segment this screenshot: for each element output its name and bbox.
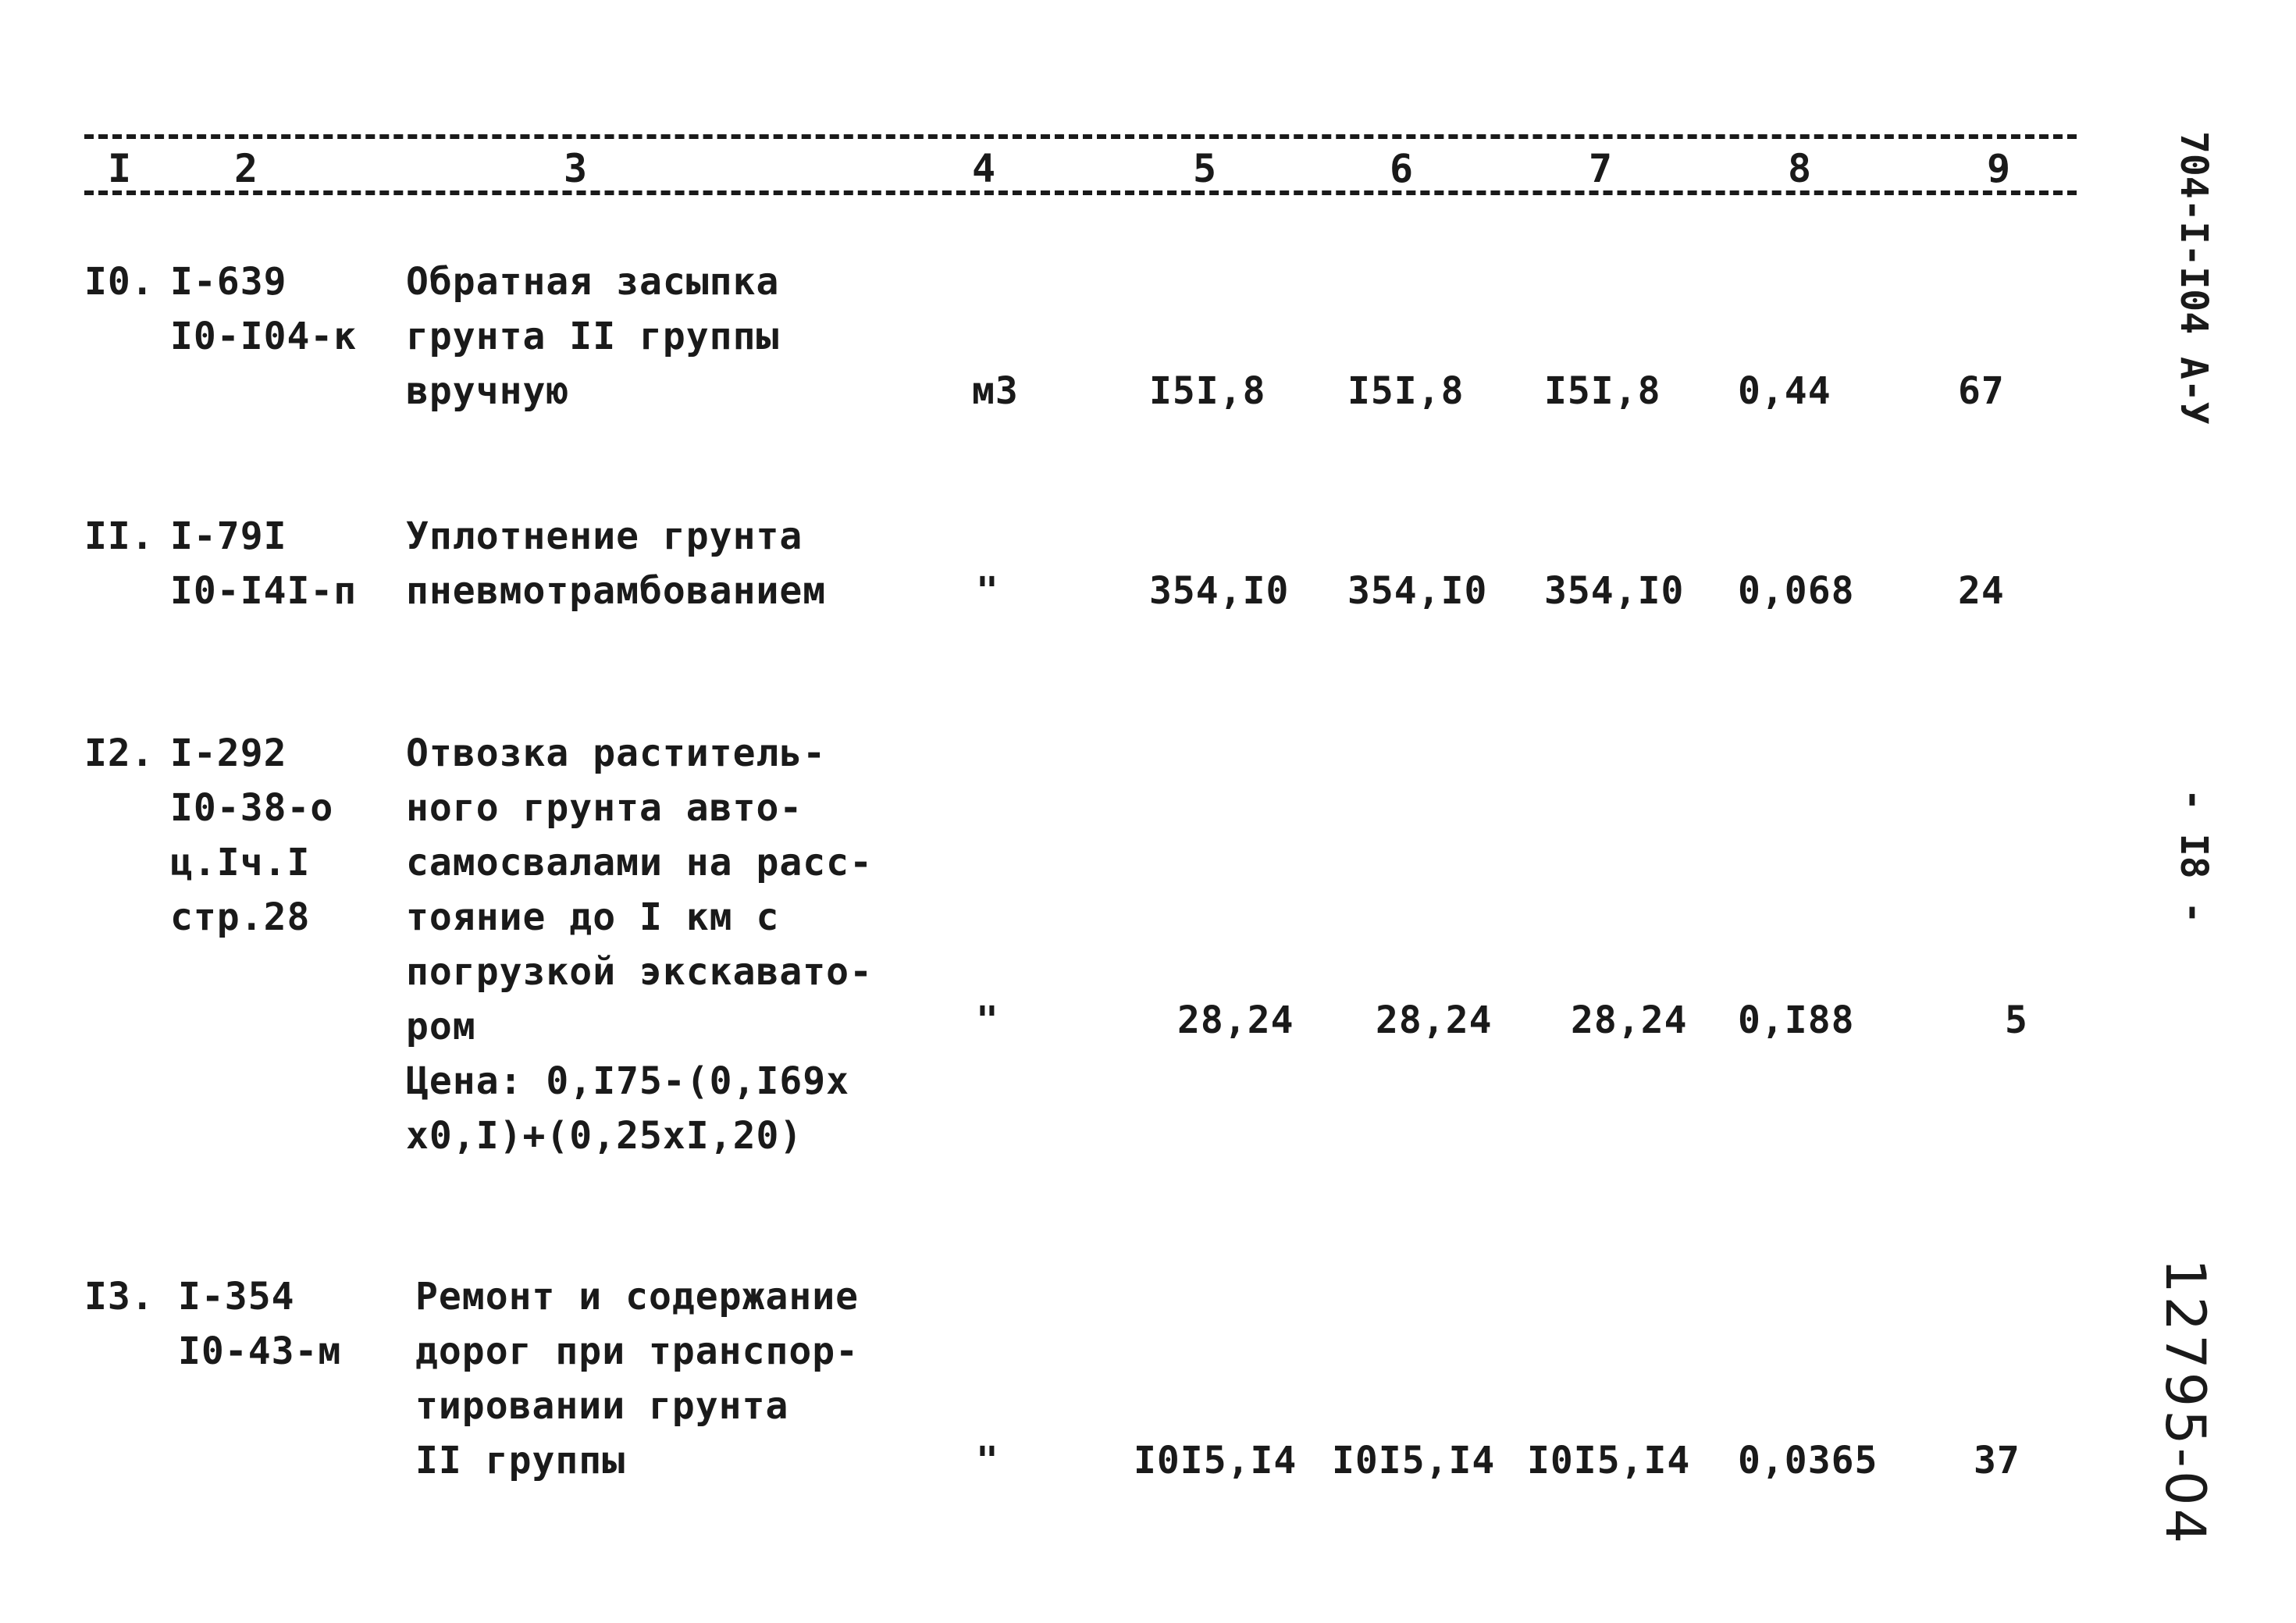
row-12-col8: 0,I88 (1738, 998, 1855, 1042)
row-10-col7: I5I,8 (1544, 369, 1661, 413)
row-13-codes: I-354 I0-43-м (178, 1275, 342, 1373)
row-12-col9: 5 (2005, 998, 2028, 1042)
row-13-col8: 0,0365 (1738, 1439, 1878, 1482)
row-10-description: Обратная засыпка грунта II группы вручную (406, 260, 780, 413)
page-number: - I8 - (2172, 788, 2216, 924)
row-10-col5: I5I,8 (1149, 369, 1266, 413)
row-11-col9: 24 (1958, 569, 2005, 613)
column-header-3: 3 (564, 146, 588, 191)
row-13-number: I3. (84, 1275, 155, 1319)
column-header-7: 7 (1589, 146, 1613, 191)
row-13-col9: 37 (1974, 1439, 2020, 1482)
row-12-col5: 28,24 (1177, 998, 1294, 1042)
row-10-col6: I5I,8 (1347, 369, 1465, 413)
row-11-col8: 0,068 (1738, 569, 1855, 613)
row-13-unit: " (976, 1439, 999, 1482)
row-10-codes: I-639 I0-I04-к (170, 260, 358, 358)
row-13-col6: I0I5,I4 (1332, 1439, 1496, 1482)
row-11-number: II. (84, 514, 155, 558)
row-12-col7: 28,24 (1571, 998, 1688, 1042)
document-code: 704-I-I04 А-У (2172, 131, 2216, 425)
header-bottom-rule (84, 190, 2077, 195)
row-13-description: Ремонт и содержание дорог при транспор- тировании грунта II группы (415, 1275, 860, 1482)
row-11-codes: I-79I I0-I4I-п (170, 514, 358, 613)
row-12-col6: 28,24 (1376, 998, 1493, 1042)
row-11-description: Уплотнение грунта пневмотрамбованием (406, 514, 827, 613)
row-13-col7: I0I5,I4 (1527, 1439, 1691, 1482)
row-11-col5: 354,I0 (1149, 569, 1290, 613)
row-13-col5: I0I5,I4 (1134, 1439, 1298, 1482)
row-10-number: I0. (84, 260, 155, 304)
header-top-rule (84, 134, 2077, 139)
row-10-unit: м3 (972, 369, 1019, 413)
serial-number: 12795-04 (2153, 1258, 2217, 1547)
row-12-description: Отвозка раститель- ного грунта авто- самосвалами на расс- тояние до I км с погрузкой экскавато- ром Цена: 0,I75-(0,I69х х0,I)+(0,25хI,20) (406, 731, 873, 1158)
column-header-8: 8 (1788, 146, 1812, 191)
row-12-unit: " (976, 998, 999, 1042)
row-11-unit: " (976, 569, 999, 613)
column-header-5: 5 (1193, 146, 1217, 191)
row-11-col7: 354,I0 (1544, 569, 1685, 613)
column-header-1: I (108, 146, 132, 191)
column-header-2: 2 (234, 146, 258, 191)
column-header-9: 9 (1987, 146, 2011, 191)
column-header-6: 6 (1390, 146, 1414, 191)
row-12-number: I2. (84, 731, 155, 775)
row-10-col8: 0,44 (1738, 369, 1831, 413)
column-header-4: 4 (972, 146, 996, 191)
row-10-col9: 67 (1958, 369, 2005, 413)
row-12-codes: I-292 I0-38-о ц.Iч.I стр.28 (170, 731, 334, 939)
row-11-col6: 354,I0 (1347, 569, 1488, 613)
